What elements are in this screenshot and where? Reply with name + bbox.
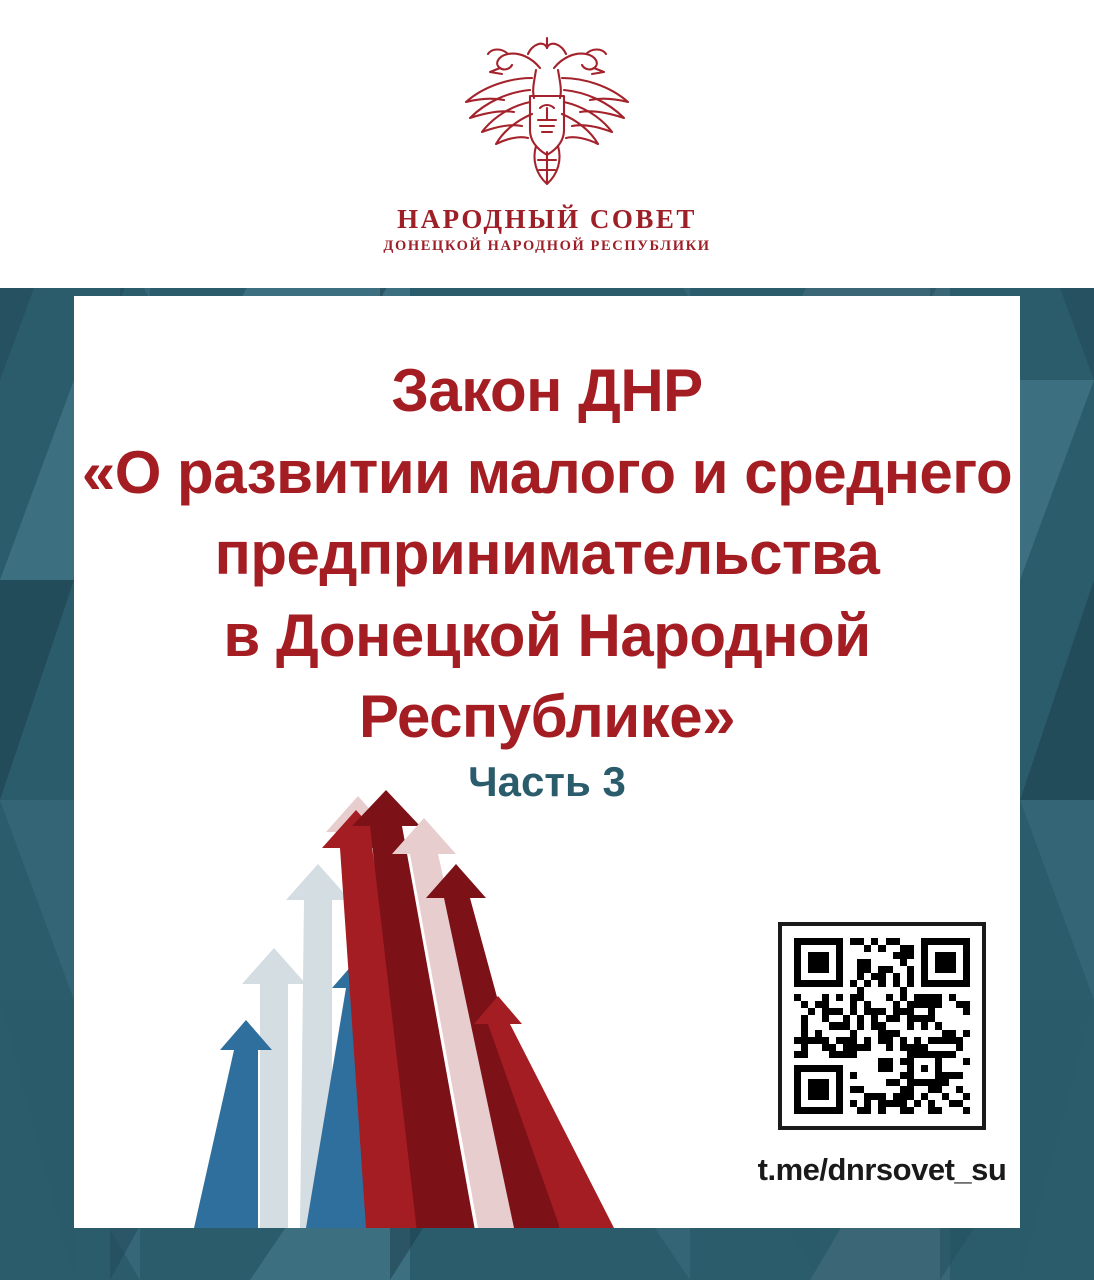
headline-line-1: Закон ДНР [391, 357, 703, 424]
headline-line-2: «О развитии малого и среднего [81, 438, 1013, 506]
qr-code-matrix [794, 938, 970, 1114]
organization-subtitle: ДОНЕЦКОЙ НАРОДНОЙ РЕСПУБЛИКИ [383, 238, 711, 254]
part-label: Часть 3 [468, 758, 626, 805]
emblem-container [0, 34, 1094, 209]
qr-code-icon[interactable] [778, 922, 986, 1130]
headline-line-4: в Донецкой Народной Республике» [223, 601, 871, 751]
page-title [40, 350, 1054, 758]
organization-name: НАРОДНЫЙ СОВЕТ [397, 204, 697, 234]
telegram-link-caption: t.me/dnrsovet_su [757, 1152, 1007, 1187]
double-headed-eagle-emblem-icon [432, 34, 662, 209]
rising-arrows-graphic-icon [74, 788, 774, 1228]
headline-line-3: предпринимательства [214, 520, 880, 588]
